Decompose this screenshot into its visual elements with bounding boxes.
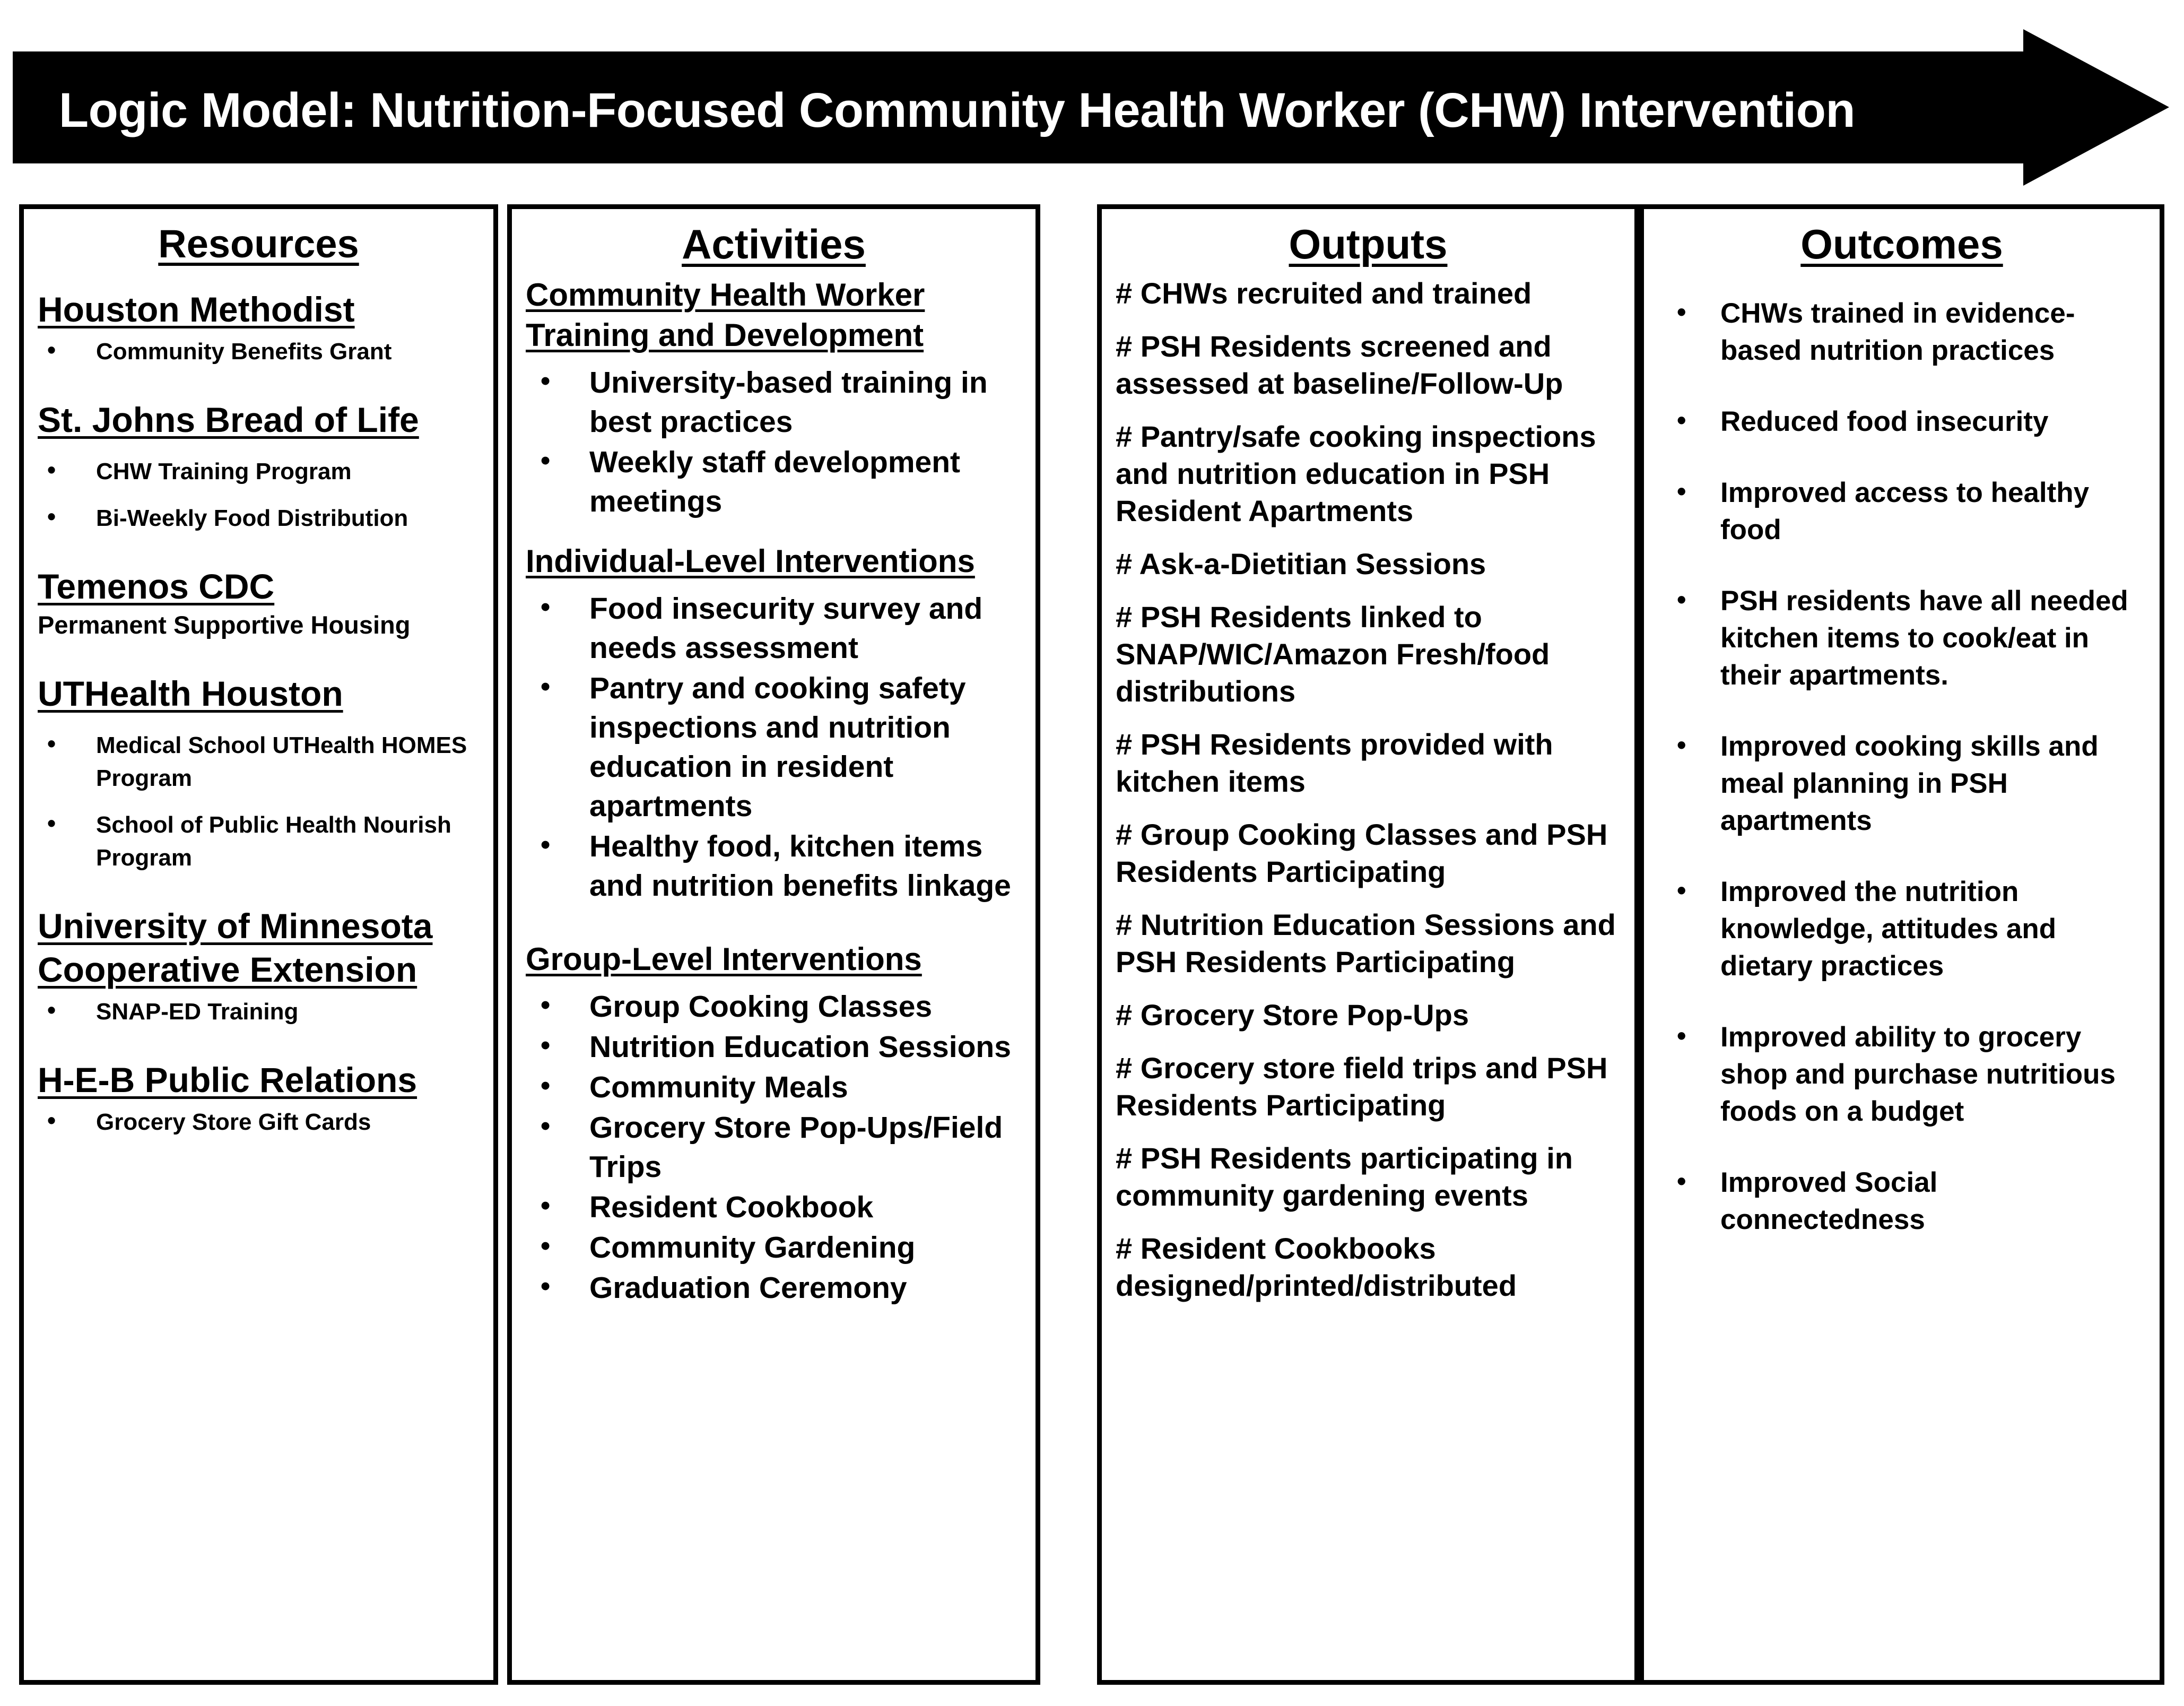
resource-items (38, 455, 480, 535)
list-item: • Improved Social connectedness (1658, 1164, 2146, 1239)
activity-heading: Individual-Level Interventions (526, 543, 975, 579)
resource-heading: Temenos CDC (38, 567, 275, 606)
list-item: • University-based training in best practices (526, 363, 1022, 441)
resource-group-university-of-minnesota (38, 904, 480, 1028)
column-resources (19, 204, 498, 1685)
list-item: • Improved the nutrition knowledge, attitudes and dietary practices (1658, 873, 2146, 985)
page-title: Logic Model: Nutrition-Focused Community Health Worker (CHW) Intervention (58, 83, 1856, 137)
list-item: • Food insecurity survey and needs assessment (526, 589, 1022, 668)
resource-heading: UTHealth Houston (38, 674, 343, 713)
resource-group-temenos-cdc (38, 565, 480, 642)
activity-group-group-level (526, 939, 1022, 1307)
list-item: • Improved cooking skills and meal planning in PSH apartments (1658, 728, 2146, 839)
resource-group-heb-public-relations (38, 1058, 480, 1139)
list-item: • Medical School UTHealth HOMES Program (38, 729, 480, 795)
list-item: • CHWs trained in evidence-based nutrition practices (1658, 295, 2146, 369)
column-outputs (1097, 204, 1639, 1685)
output-item: # CHWs recruited and trained (1116, 276, 1532, 310)
column-title-outputs: Outputs (1289, 221, 1448, 267)
resource-group-houston-methodist (38, 288, 480, 368)
list-item: • CHW Training Program (38, 455, 480, 488)
resource-items (38, 729, 480, 874)
output-item: # Grocery Store Pop-Ups (1116, 998, 1469, 1032)
output-item: # Resident Cookbooks designed/printed/distributed (1116, 1232, 1517, 1302)
column-title-activities: Activities (682, 221, 866, 267)
output-item: # PSH Residents provided with kitchen items (1116, 728, 1553, 798)
outcome-items (1658, 295, 2146, 1239)
output-item: # PSH Residents linked to SNAP/WIC/Amazon Fresh/food distributions (1116, 600, 1550, 708)
list-item: • Community Gardening (526, 1228, 1022, 1267)
resource-heading: H-E-B Public Relations (38, 1060, 417, 1099)
list-item: • Nutrition Education Sessions (526, 1027, 1022, 1067)
list-item: • Grocery Store Pop-Ups/Field Trips (526, 1108, 1022, 1187)
title-arrow-banner (13, 29, 2169, 186)
output-item: # Nutrition Education Sessions and PSH Residents Participating (1116, 908, 1616, 978)
activity-heading: Community Health Worker Training and Development (526, 277, 925, 353)
resource-subtitle: Permanent Supportive Housing (38, 611, 411, 639)
list-item: • School of Public Health Nourish Program (38, 809, 480, 874)
resource-heading: St. Johns Bread of Life (38, 400, 419, 439)
resource-items (38, 995, 480, 1028)
list-item: • Bi-Weekly Food Distribution (38, 502, 480, 535)
resource-items (38, 335, 480, 368)
list-item: • Resident Cookbook (526, 1188, 1022, 1227)
activity-heading: Group-Level Interventions (526, 941, 922, 977)
list-item: • Pantry and cooking safety inspections and nutrition education in resident apartments (526, 669, 1022, 826)
output-item: # Grocery store field trips and PSH Residents Participating (1116, 1051, 1608, 1122)
list-item: • Improved ability to grocery shop and purchase nutritious foods on a budget (1658, 1019, 2146, 1130)
list-item: • Grocery Store Gift Cards (38, 1106, 480, 1139)
column-title-resources: Resources (158, 222, 359, 266)
resource-group-uthealth-houston (38, 672, 480, 874)
activity-items (526, 987, 1022, 1307)
resource-heading: Houston Methodist (38, 290, 355, 329)
output-item: # Pantry/safe cooking inspections and nutrition education in PSH Resident Apartments (1116, 420, 1596, 527)
list-item: • Weekly staff development meetings (526, 443, 1022, 521)
list-item: • Community Benefits Grant (38, 335, 480, 368)
list-item: • Healthy food, kitchen items and nutrition benefits linkage (526, 827, 1022, 905)
output-item: # PSH Residents participating in community gardening events (1116, 1141, 1573, 1212)
resource-group-st-johns-bread-of-life (38, 398, 480, 535)
list-item: • Graduation Ceremony (526, 1268, 1022, 1307)
list-item: • Reduced food insecurity (1658, 403, 2146, 440)
activity-group-individual-level (526, 541, 1022, 905)
activity-group-chw-training (526, 275, 1022, 521)
list-item: • PSH residents have all needed kitchen items to cook/eat in their apartments. (1658, 583, 2146, 694)
activity-items (526, 589, 1022, 905)
list-item: • Group Cooking Classes (526, 987, 1022, 1026)
column-outcomes (1639, 204, 2164, 1685)
list-item: • SNAP-ED Training (38, 995, 480, 1028)
activity-items (526, 363, 1022, 521)
output-item: # PSH Residents screened and assessed at baseline/Follow-Up (1116, 330, 1563, 400)
column-title-outcomes: Outcomes (1800, 221, 2003, 267)
output-item: # Group Cooking Classes and PSH Residents Participating (1116, 818, 1608, 888)
column-activities (507, 204, 1040, 1685)
resource-heading: University of Minnesota Cooperative Extension (38, 906, 433, 989)
resource-items (38, 1106, 480, 1139)
list-item: • Improved access to healthy food (1658, 474, 2146, 549)
list-item: • Community Meals (526, 1068, 1022, 1107)
output-item: # Ask-a-Dietitian Sessions (1116, 547, 1486, 581)
